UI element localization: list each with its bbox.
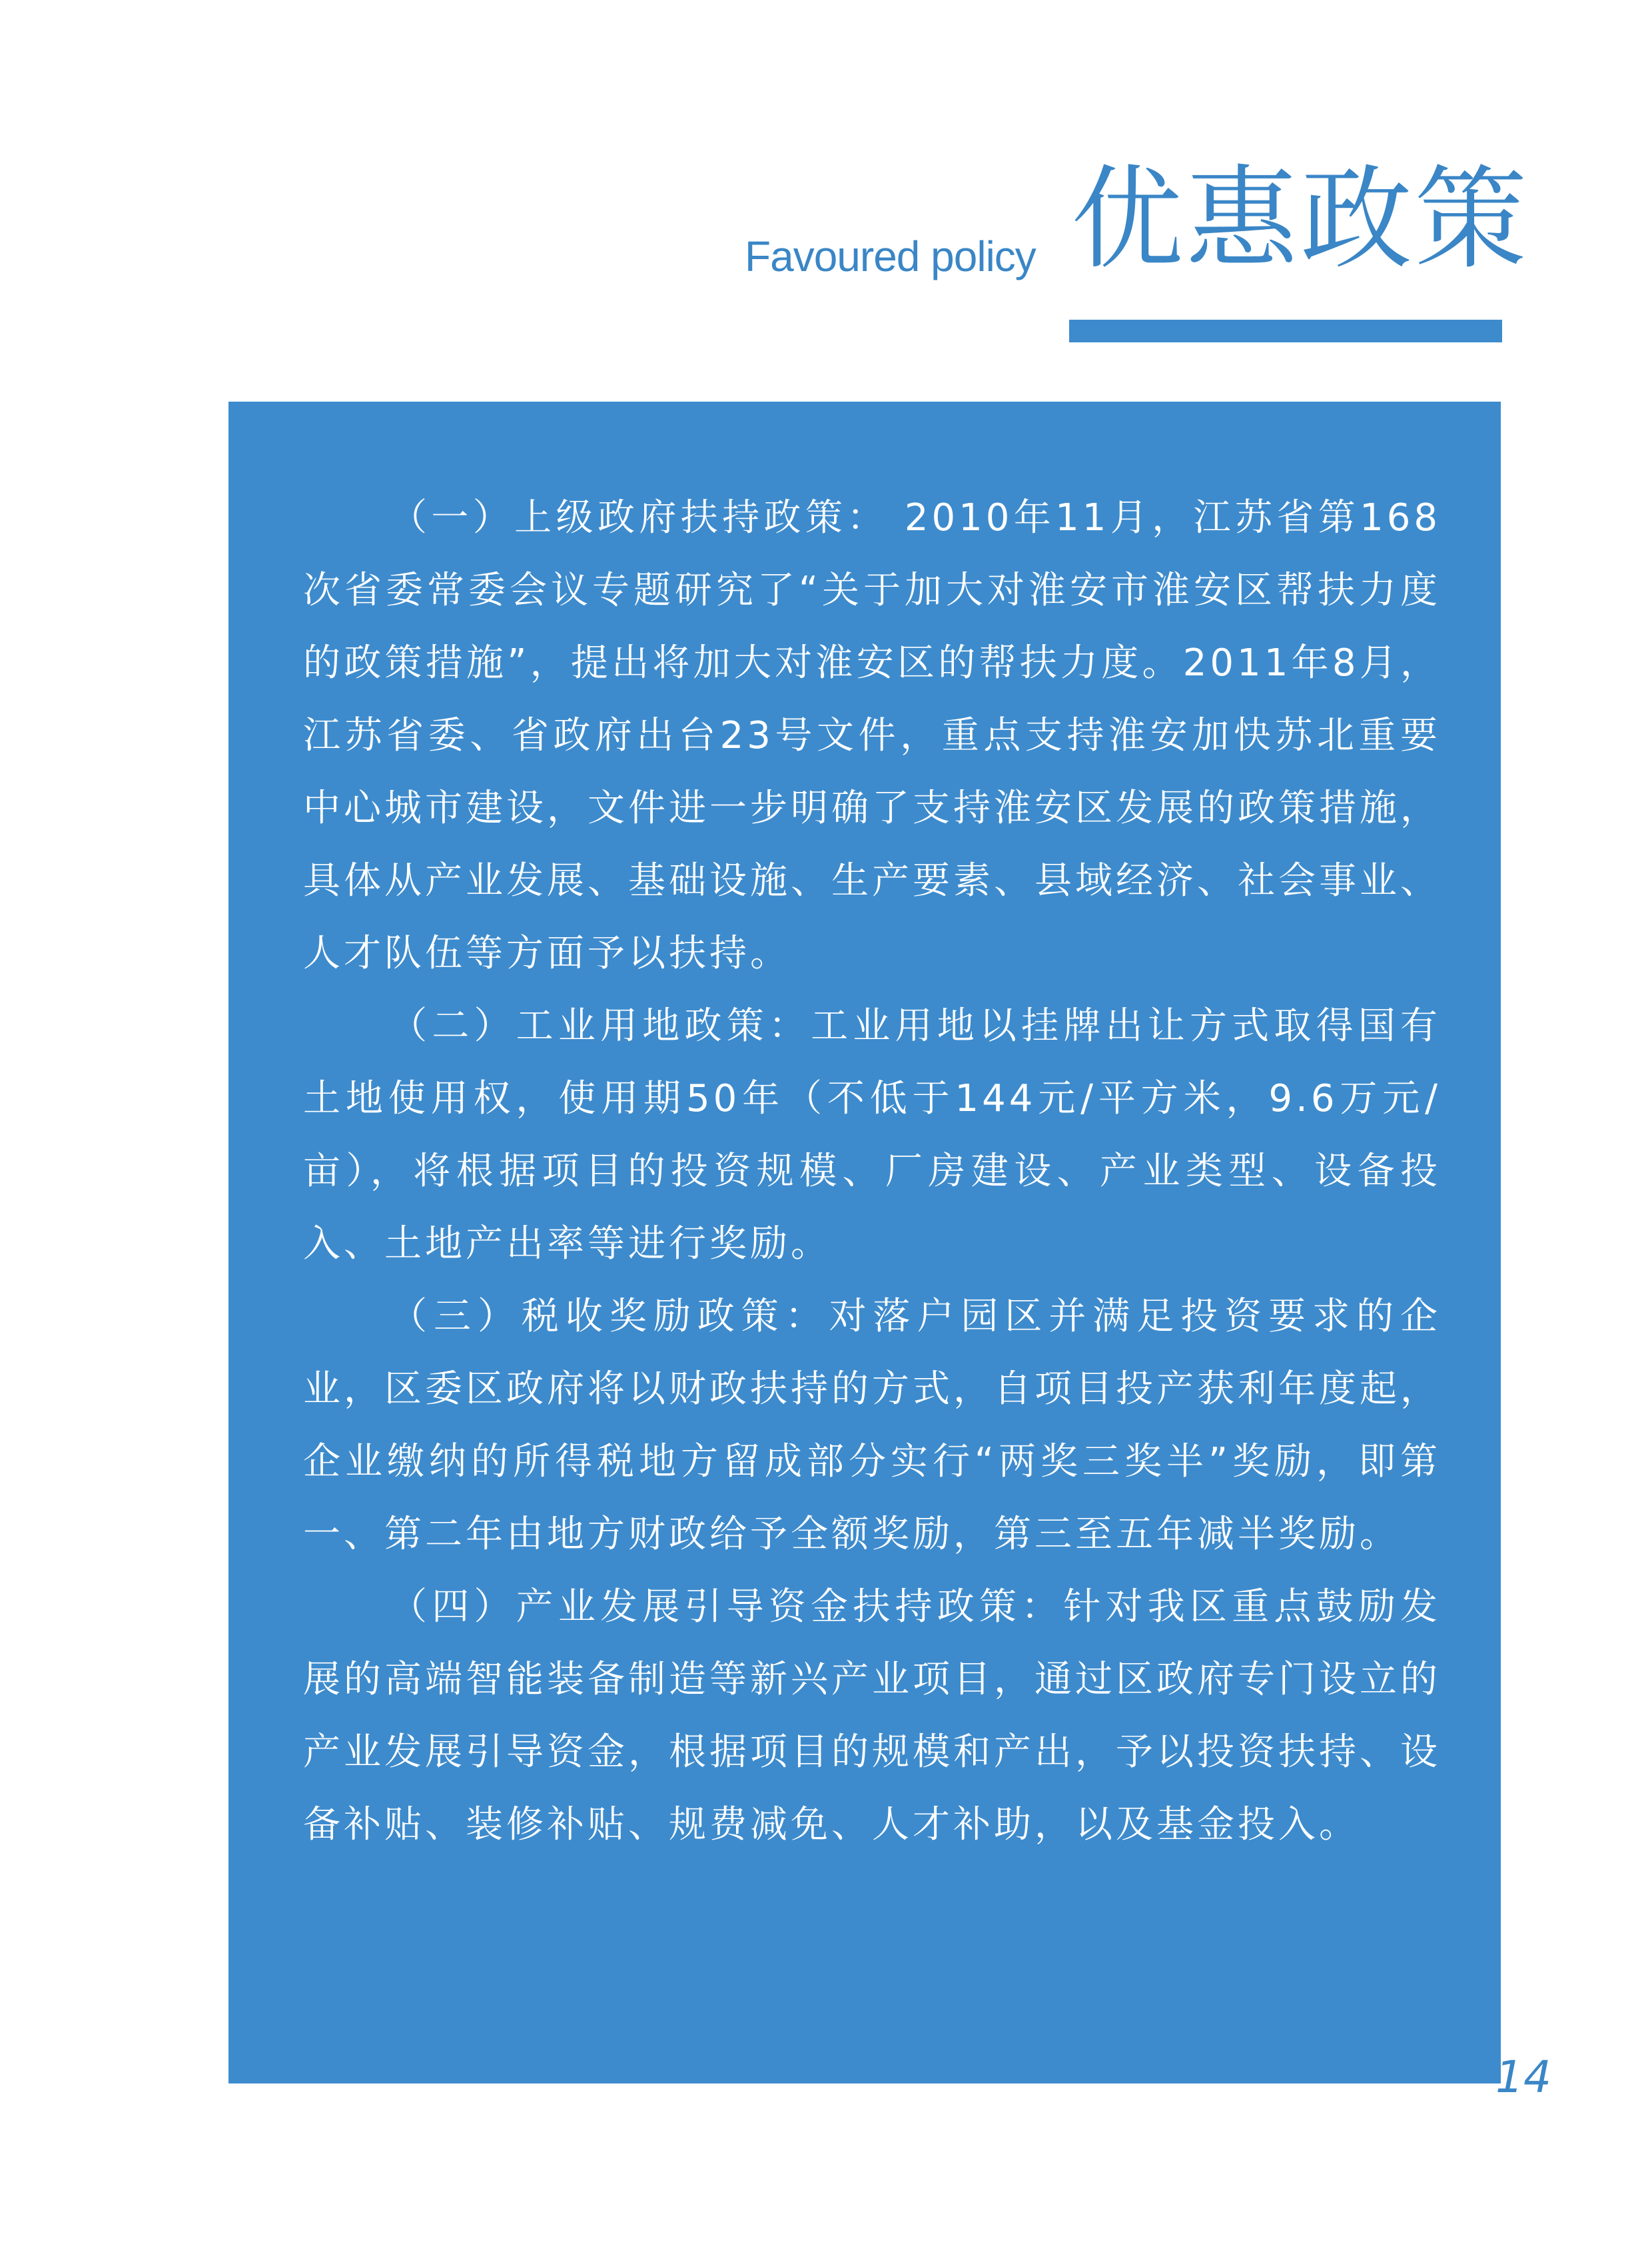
policy-paragraph-tax-incentive: （三）税收奖励政策：对落户园区并满足投资要求的企业，区委区政府将以财政扶持的方式，自项目投产获利年度起，企业缴纳的所得税地方留成部分实行“两奖三奖半”奖励，即第一、第二年由地方财政给予全额奖励，第三至五年减半奖励。 <box>303 1295 1441 1556</box>
policy-paragraph-industrial-land: （二）工业用地政策：工业用地以挂牌出让方式取得国有土地使用权，使用期50年（不低于144元/平方米，9.6万元/亩），将根据项目的投资规模、厂房建设、产业类型、设备投入、土地产出率等进行奖励。 <box>303 1004 1442 1266</box>
header-title-chinese: 优惠政策 <box>1071 154 1529 284</box>
header-title-english: Favoured policy <box>745 232 1036 280</box>
page-number: 14 <box>1495 2052 1551 2103</box>
policy-paragraph-industry-fund: （四）产业发展引导资金扶持政策：针对我区重点鼓励发展的高端智能装备制造等新兴产业项目，通过区政府专门设立的产业发展引导资金，根据项目的规模和产出，予以投资扶持、设备补贴、装修补贴、规费减免、人才补助，以及基金投入。 <box>303 1585 1441 1846</box>
policy-content-panel <box>228 402 1501 2083</box>
header-underline <box>1069 320 1502 342</box>
policy-paragraph-superior-government: （一）上级政府扶持政策： 2010年11月，江苏省第168次省委常委会议专题研究了“关于加大对淮安市淮安区帮扶力度的政策措施”，提出将加大对淮安区的帮扶力度。2011年8月，江苏省委、省政府出台23号文件，重点支持淮安加快苏北重要中心城市建设，文件进一步明确了支持淮安区发展的政策措施，具体从产业发展、基础设施、生产要素、县域经济、社会事业、人才队伍等方面予以扶持。 <box>303 496 1441 975</box>
